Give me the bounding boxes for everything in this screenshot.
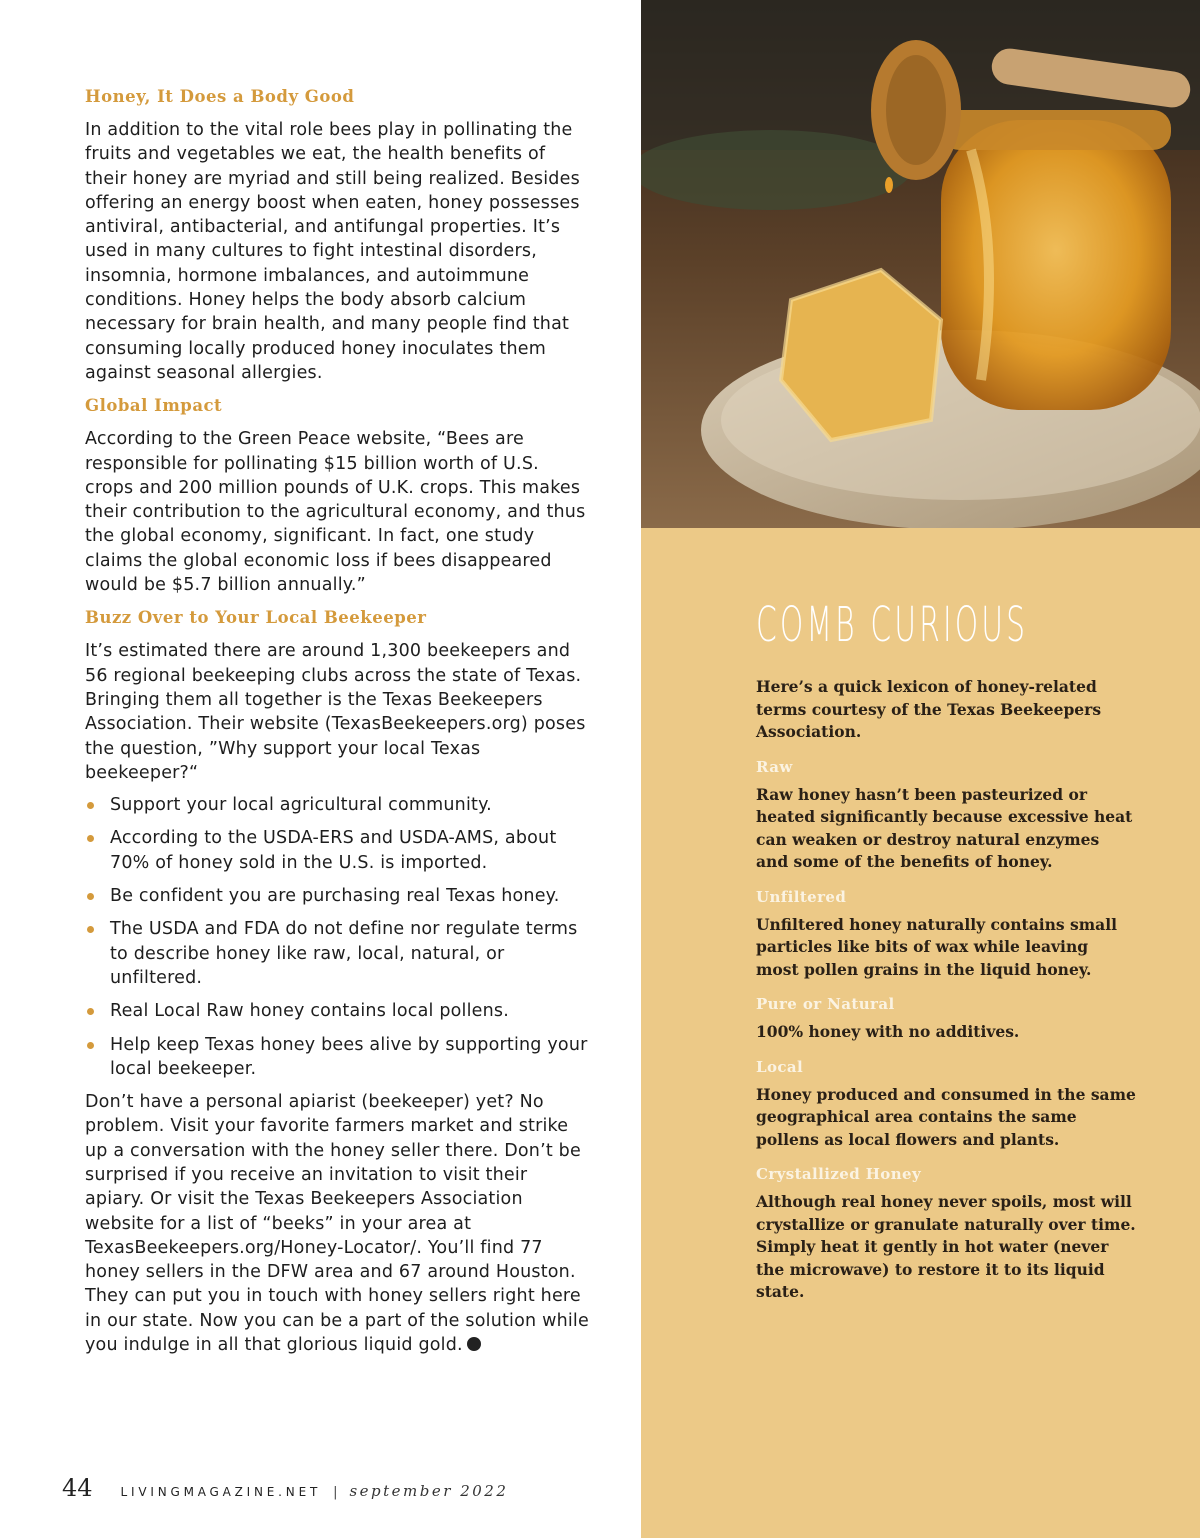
- bullet-dot-icon: [87, 835, 94, 842]
- closing-paragraph: [85, 1090, 590, 1357]
- term-name-local: Local: [756, 1057, 804, 1076]
- list-item-text: Help keep Texas honey bees alive by supporting your local beekeeper.: [110, 1034, 588, 1079]
- page-number: 44: [62, 1474, 93, 1502]
- paragraph-local-beekeeper: It’s estimated there are around 1,300 beekeepers and 56 regional beekeeping clubs across the state of Texas. Bringing them all together is the Texas Beekeepers Association. Their website (TexasBeekeepers.org) poses the question, ”Why support your local Texas beekeeper?“: [85, 641, 586, 783]
- term-name-unfiltered: Unfiltered: [756, 887, 847, 906]
- section-heading-global-impact: Global Impact: [85, 396, 223, 416]
- comb-curious-sidebar: [641, 528, 1200, 1538]
- term-definition-local: Honey produced and consumed in the same geographical area contains the same pollens as local flowers and plants.: [756, 1084, 1136, 1149]
- paragraph-body-good: In addition to the vital role bees play in pollinating the fruits and vegetables we eat, the health benefits of their honey are myriad and still being realized. Besides offering an energy boost when eaten, honey possesses antiviral, antibacterial, and antifungal properties. It’s used in many cultures to fight intestinal disorders, insomnia, hormone imbalances, and autoimmune conditions. Honey helps the body absorb calcium necessary for brain health, and many people find that consuming locally produced honey inoculates them against seasonal allergies.: [85, 120, 580, 383]
- article-column: [85, 84, 590, 1365]
- footer-separator: |: [333, 1485, 338, 1500]
- honey-jar-illustration: [641, 0, 1200, 528]
- honey-jar-photo: [641, 0, 1200, 528]
- section-heading-local-beekeeper: Buzz Over to Your Local Beekeeper: [85, 608, 427, 628]
- term-definition-crystallized: Although real honey never spoils, most will crystallize or granulate naturally over time. Simply heat it gently in hot water (never the microwave) to restore it to its liquid state.: [756, 1192, 1136, 1301]
- list-item-text: According to the USDA-ERS and USDA-AMS, about 70% of honey sold in the U.S. is imported.: [110, 828, 557, 873]
- term-name-pure-natural: Pure or Natural: [756, 995, 895, 1013]
- end-mark-icon: [467, 1337, 481, 1351]
- term-definition-unfiltered: Unfiltered honey naturally contains small particles like bits of wax while leaving most pollen grains in the liquid honey.: [756, 914, 1117, 979]
- list-item-text: Be confident you are purchasing real Texas honey.: [110, 886, 560, 907]
- support-reasons-list: [85, 793, 590, 1081]
- list-item: [85, 917, 590, 990]
- term-definition-pure-natural: 100% honey with no additives.: [756, 1022, 1020, 1041]
- list-item: [85, 793, 590, 817]
- bullet-dot-icon: [87, 893, 94, 900]
- page-footer: [62, 1474, 508, 1502]
- sidebar-intro: Here’s a quick lexicon of honey-related terms courtesy of the Texas Beekeepers Association.: [756, 677, 1102, 741]
- paragraph-global-impact: According to the Green Peace website, “Bees are responsible for pollinating $15 billion worth of U.S. crops and 200 million pounds of U.K. crops. This makes their contribution to the agricultural economy, and thus the global economy, significant. In fact, one study claims the global economic loss if bees disappeared would be $5.7 billion annually.”: [85, 429, 586, 596]
- sidebar-body: [756, 676, 1136, 1316]
- bullet-dot-icon: [87, 1042, 94, 1049]
- bullet-dot-icon: [87, 1008, 94, 1015]
- list-item-text: Real Local Raw honey contains local pollens.: [110, 1001, 510, 1022]
- term-name-raw: Raw: [756, 757, 793, 776]
- list-item: [85, 999, 590, 1023]
- issue-date: september 2022: [349, 1482, 509, 1500]
- list-item: [85, 1033, 590, 1082]
- list-item-text: Support your local agricultural community.: [110, 795, 492, 816]
- term-name-crystallized: Crystallized Honey: [756, 1165, 922, 1183]
- list-item-text: The USDA and FDA do not define nor regulate terms to describe honey like raw, local, natural, or unfiltered.: [110, 919, 578, 988]
- closing-text: Don’t have a personal apiarist (beekeeper) yet? No problem. Visit your favorite farmers market and strike up a conversation with the honey seller there. Don’t be surprised if you receive an invitation to visit their apiary. Or visit the Texas Beekeepers Association website for a list of “beeks” in your area at TexasBeekeepers.org/Honey-Locator/. You’ll find 77 honey sellers in the DFW area and 67 around Houston. They can put you in touch with honey sellers right here in our state. Now you can be a part of the solution while you indulge in all that glorious liquid gold.: [85, 1092, 589, 1356]
- site-name: LIVINGMAGAZINE.NET: [120, 1485, 322, 1499]
- bullet-dot-icon: [87, 926, 94, 933]
- list-item: [85, 884, 590, 908]
- bullet-dot-icon: [87, 802, 94, 809]
- term-definition-raw: Raw honey hasn’t been pasteurized or heated significantly because excessive heat can weaken or destroy natural enzymes and some of the benefits of honey.: [756, 784, 1133, 871]
- list-item: [85, 826, 590, 875]
- section-heading-body-good: Honey, It Does a Body Good: [85, 87, 355, 106]
- sidebar-title: COMB CURIOUS: [756, 597, 1029, 653]
